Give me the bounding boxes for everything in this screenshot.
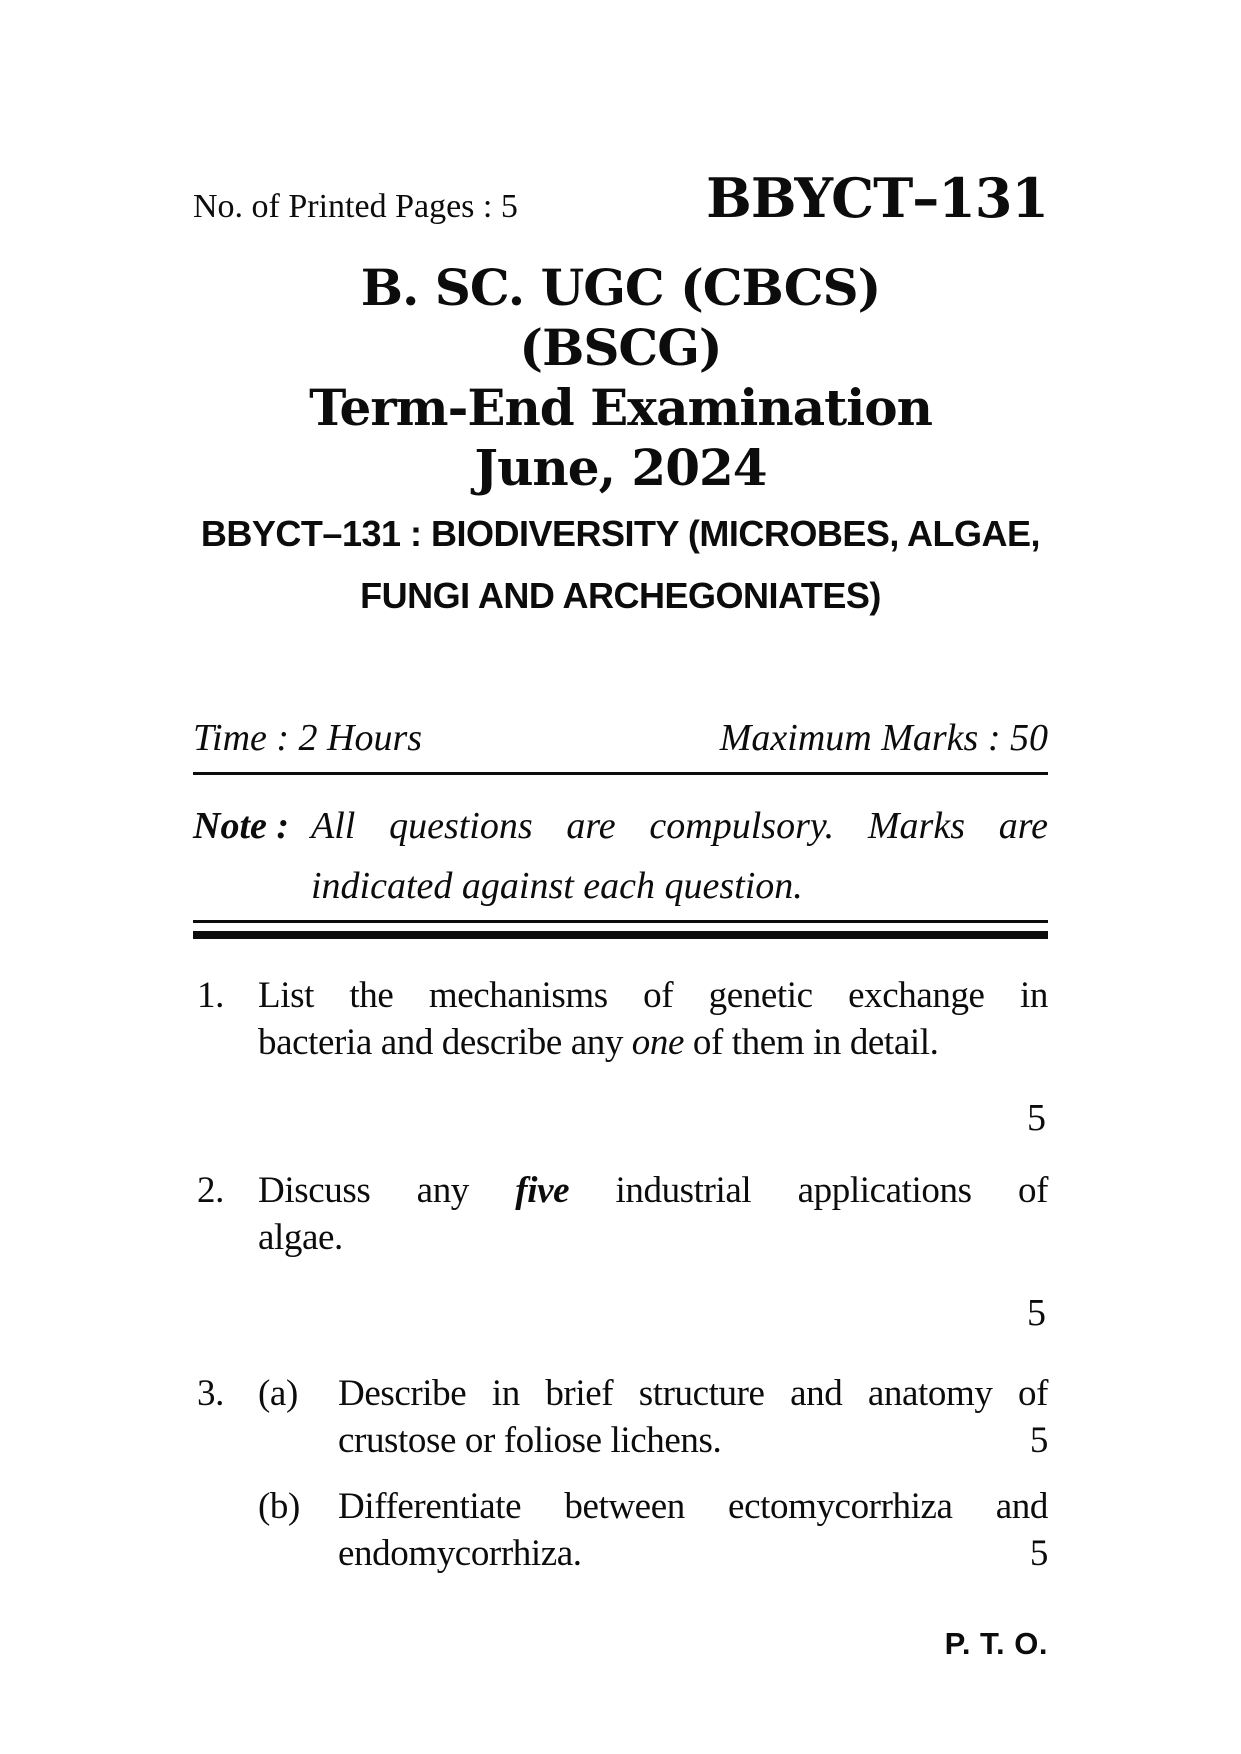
question-2-line-1 [258, 1167, 1048, 1214]
question-3b-label: (b) [258, 1486, 300, 1527]
question-3a-text [338, 1370, 1048, 1464]
course-title [193, 503, 1048, 627]
question-1 [193, 972, 1048, 1066]
exam-meta-row [193, 716, 1048, 760]
question-1-line-2 [258, 1019, 1048, 1066]
question-2-marks: 5 [1027, 1292, 1046, 1334]
question-3a-marks: 5 [1029, 1420, 1048, 1461]
note-label: Note : [193, 805, 290, 847]
question-2 [193, 1167, 1048, 1261]
section-divider [193, 920, 1048, 939]
program-title: B. SC. UGC (CBCS) [360, 258, 881, 317]
question-2-text [258, 1167, 1048, 1261]
question-1-line-1: List the mechanisms of genetic exchange in [258, 975, 1048, 1016]
question-3b-line-2 [338, 1530, 1048, 1577]
printed-pages-note: No. of Printed Pages : 5 [193, 188, 518, 225]
title-block [193, 258, 1048, 498]
note-line-1: All questions are compulsory. Marks are [311, 805, 1048, 847]
question-3b-line-2-text: endomycorrhiza. [338, 1533, 582, 1574]
question-1-emphasis: one [631, 1022, 685, 1063]
course-title-line-1: BBYCT–131 : BIODIVERSITY (MICROBES, ALGAE, [200, 513, 1041, 554]
question-1-text [258, 972, 1048, 1066]
note-line-2: indicated against each question. [311, 865, 803, 907]
exam-paper-page [193, 0, 1048, 1754]
page-header [193, 166, 1048, 230]
exam-title: Term-End Examination [309, 378, 932, 437]
program-abbreviation: (BSCG) [519, 318, 722, 377]
question-3b-number-spacer [193, 1483, 258, 1577]
question-3b [193, 1483, 1048, 1577]
question-2-number: 2. [197, 1170, 224, 1211]
question-3a-label: (a) [258, 1373, 298, 1414]
question-1-marks: 5 [1027, 1097, 1046, 1139]
maximum-marks: Maximum Marks : 50 [719, 717, 1048, 759]
question-2-emphasis: five [515, 1170, 570, 1211]
question-1-number: 1. [197, 975, 224, 1016]
exam-session: June, 2024 [474, 438, 767, 497]
note-text [311, 796, 1048, 916]
question-1-line-2-pre: bacteria and describe any [258, 1022, 632, 1063]
note-block [193, 796, 1048, 916]
question-2-line-1-post: industrial applications of [569, 1170, 1048, 1211]
question-2-line-2: algae. [258, 1217, 343, 1258]
course-title-line-2: FUNGI AND ARCHEGONIATES) [360, 575, 881, 616]
question-3b-marks: 5 [1029, 1533, 1048, 1574]
question-3b-text [338, 1483, 1048, 1577]
question-3a-line-1: Describe in brief structure and anatomy of [338, 1373, 1048, 1414]
question-3a-line-2-text: crustose or foliose lichens. [338, 1420, 722, 1461]
question-3a-line-2 [338, 1417, 1048, 1464]
paper-code: BBYCT–131 [706, 166, 1048, 230]
meta-divider [193, 772, 1048, 775]
pto-label: P. T. O. [944, 1626, 1048, 1661]
question-3-number: 3. [197, 1373, 224, 1414]
question-3a [193, 1370, 1048, 1464]
question-1-line-2-post: of them in detail. [684, 1022, 939, 1063]
time-allowed: Time : 2 Hours [193, 717, 423, 759]
question-3b-line-1: Differentiate between ectomycorrhiza and [338, 1486, 1048, 1527]
question-2-line-1-pre: Discuss any [258, 1170, 516, 1211]
